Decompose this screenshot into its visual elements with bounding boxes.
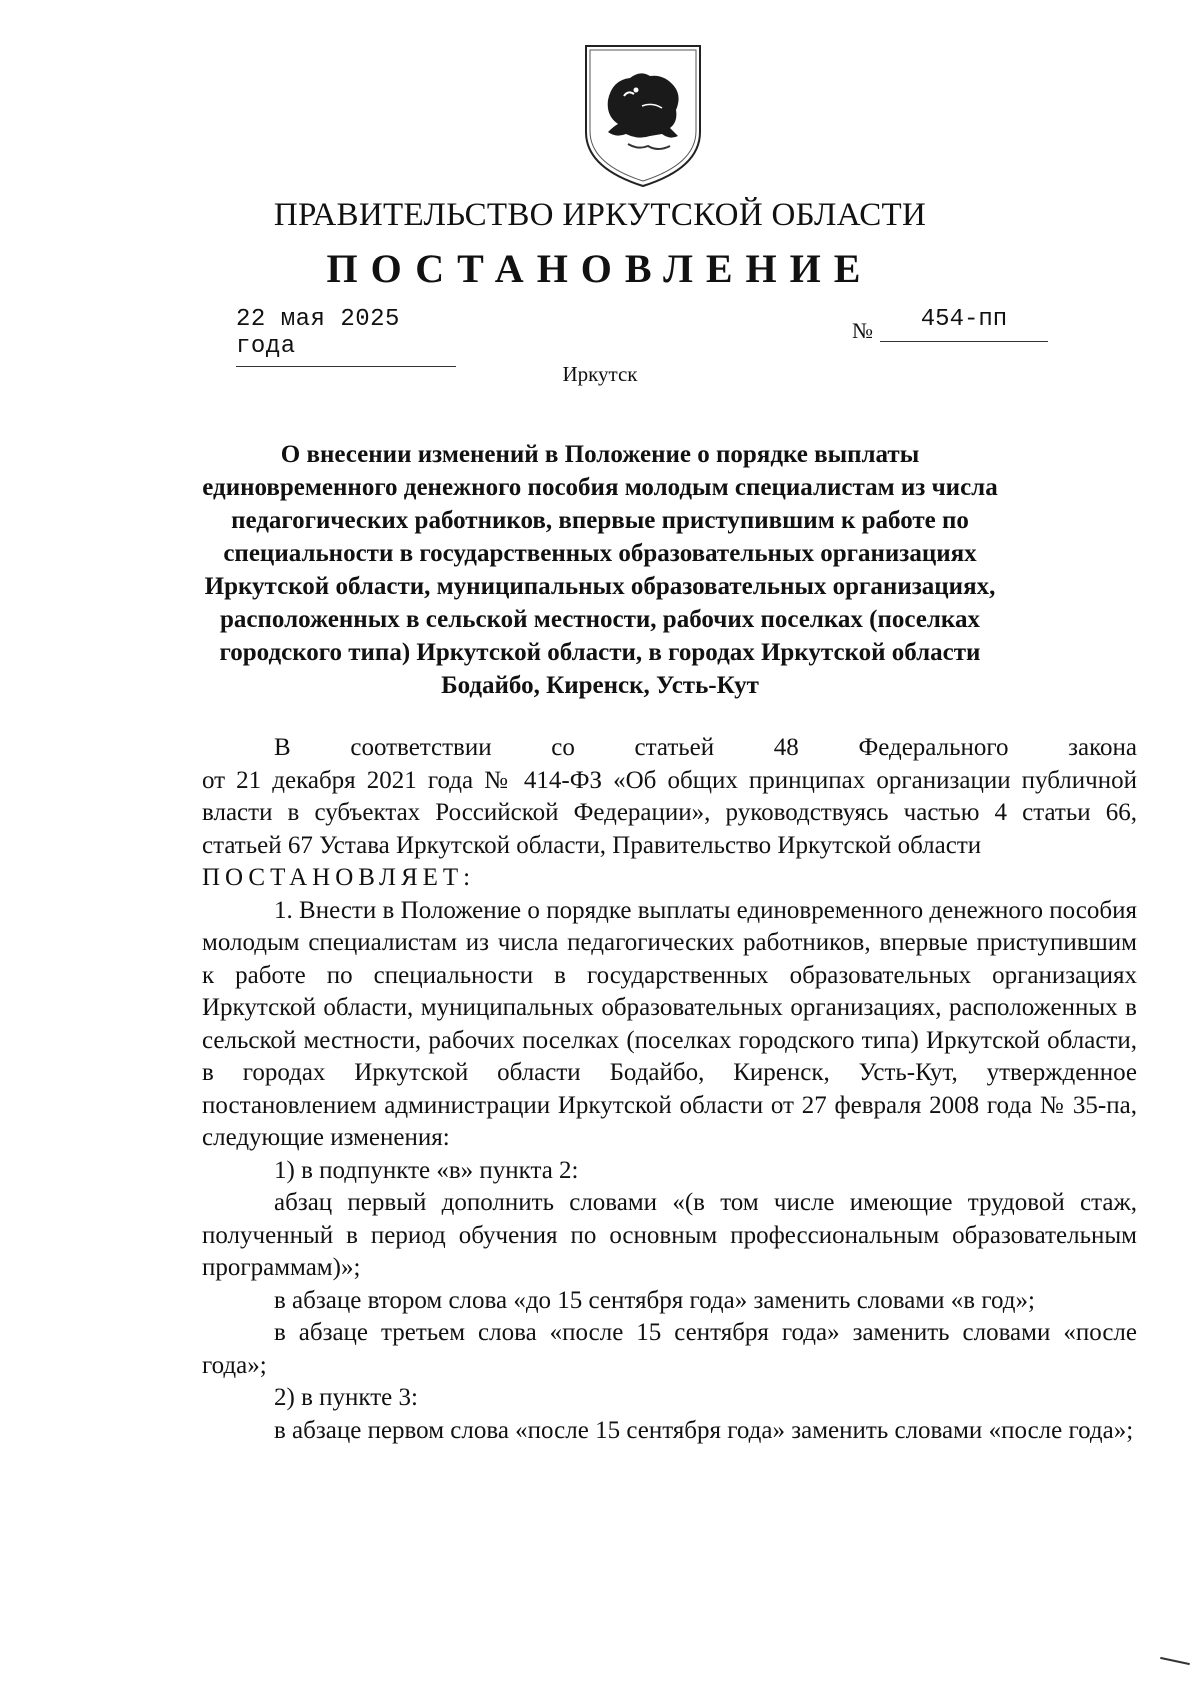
clause-paragraph: абзац первый дополнить словами «(в том числе имеющие трудовой стаж, полученный в период обучения по основным профессиональным образовательным программам)»; xyxy=(202,1189,1137,1281)
title-line: педагогических работников, впервые приступившим к работе по xyxy=(231,507,969,534)
preamble-first-line: В соответствии со статьей 48 Федерального закона xyxy=(274,734,1137,761)
clause-paragraph: в абзаце третьем слова «после 15 сентября года» заменить словами «после года»; xyxy=(202,1319,1137,1379)
title-line: Иркутской области, муниципальных образовательных организациях, xyxy=(204,573,996,600)
organization-name: ПРАВИТЕЛЬСТВО ИРКУТСКОЙ ОБЛАСТИ xyxy=(273,197,927,233)
number-sign: № xyxy=(852,318,873,343)
scan-corner-mark xyxy=(1160,1657,1190,1665)
title-line: Бодайбо, Киренск, Усть-Кут xyxy=(441,672,759,699)
clause-paragraph: в абзаце первом слова «после 15 сентября года» заменить словами «после года»; xyxy=(274,1416,1134,1444)
title-line: расположенных в сельской местности, рабочих поселках (поселках xyxy=(220,606,980,633)
clause-paragraph: 1. Внести в Положение о порядке выплаты единовременного денежного пособия молодым специалистам из числа педагогических работников, впервые приступившим к работе по специальности в государственных образовательных организациях Иркутской области, муниципальных образовательных организациях, расположенных в сельской местности, рабочих поселках (поселках городского типа) Иркутской области, в городах Иркутской области Бодайбо, Киренск, Усть-Кут, утвержденное постановлением администрации Иркутской области от 27 февраля 2008 года № 35-па, следующие изменения: xyxy=(202,896,1137,1151)
title-line: единовременного денежного пособия молодым специалистам из числа xyxy=(202,474,998,501)
title-line: городского типа) Иркутской области, в городах Иркутской области xyxy=(219,639,981,666)
document-number: 454-пп xyxy=(880,306,1048,342)
title-line: специальности в государственных образовательных организациях xyxy=(223,540,977,567)
decree-word: ПОСТАНОВЛЯЕТ: xyxy=(202,864,476,891)
clause-paragraph: 1) в подпункте «в» пункта 2: xyxy=(274,1156,579,1184)
clause-paragraph: в абзаце втором слова «до 15 сентября года» заменить словами «в год»; xyxy=(274,1286,1035,1314)
document-date: 22 мая 2025 года xyxy=(236,306,456,367)
preamble-paragraph: от 21 декабря 2021 года № 414-ФЗ «Об общих принципах организации публичной власти в субъектах Российской Федерации», руководствуясь частью 4 статьи 66, статьей 67 Устава Иркутской области, Правительство Иркутской области xyxy=(202,766,1137,859)
document-body xyxy=(202,732,1137,1447)
clause-paragraph: 2) в пункте 3: xyxy=(274,1384,418,1411)
document-type: ПОСТАНОВЛЕНИЕ xyxy=(326,246,874,291)
title-line: О внесении изменений в Положение о порядке выплаты xyxy=(280,441,920,468)
city-name: Иркутск xyxy=(562,362,638,386)
coat-of-arms-emblem xyxy=(578,40,708,190)
document-title xyxy=(200,438,1000,702)
